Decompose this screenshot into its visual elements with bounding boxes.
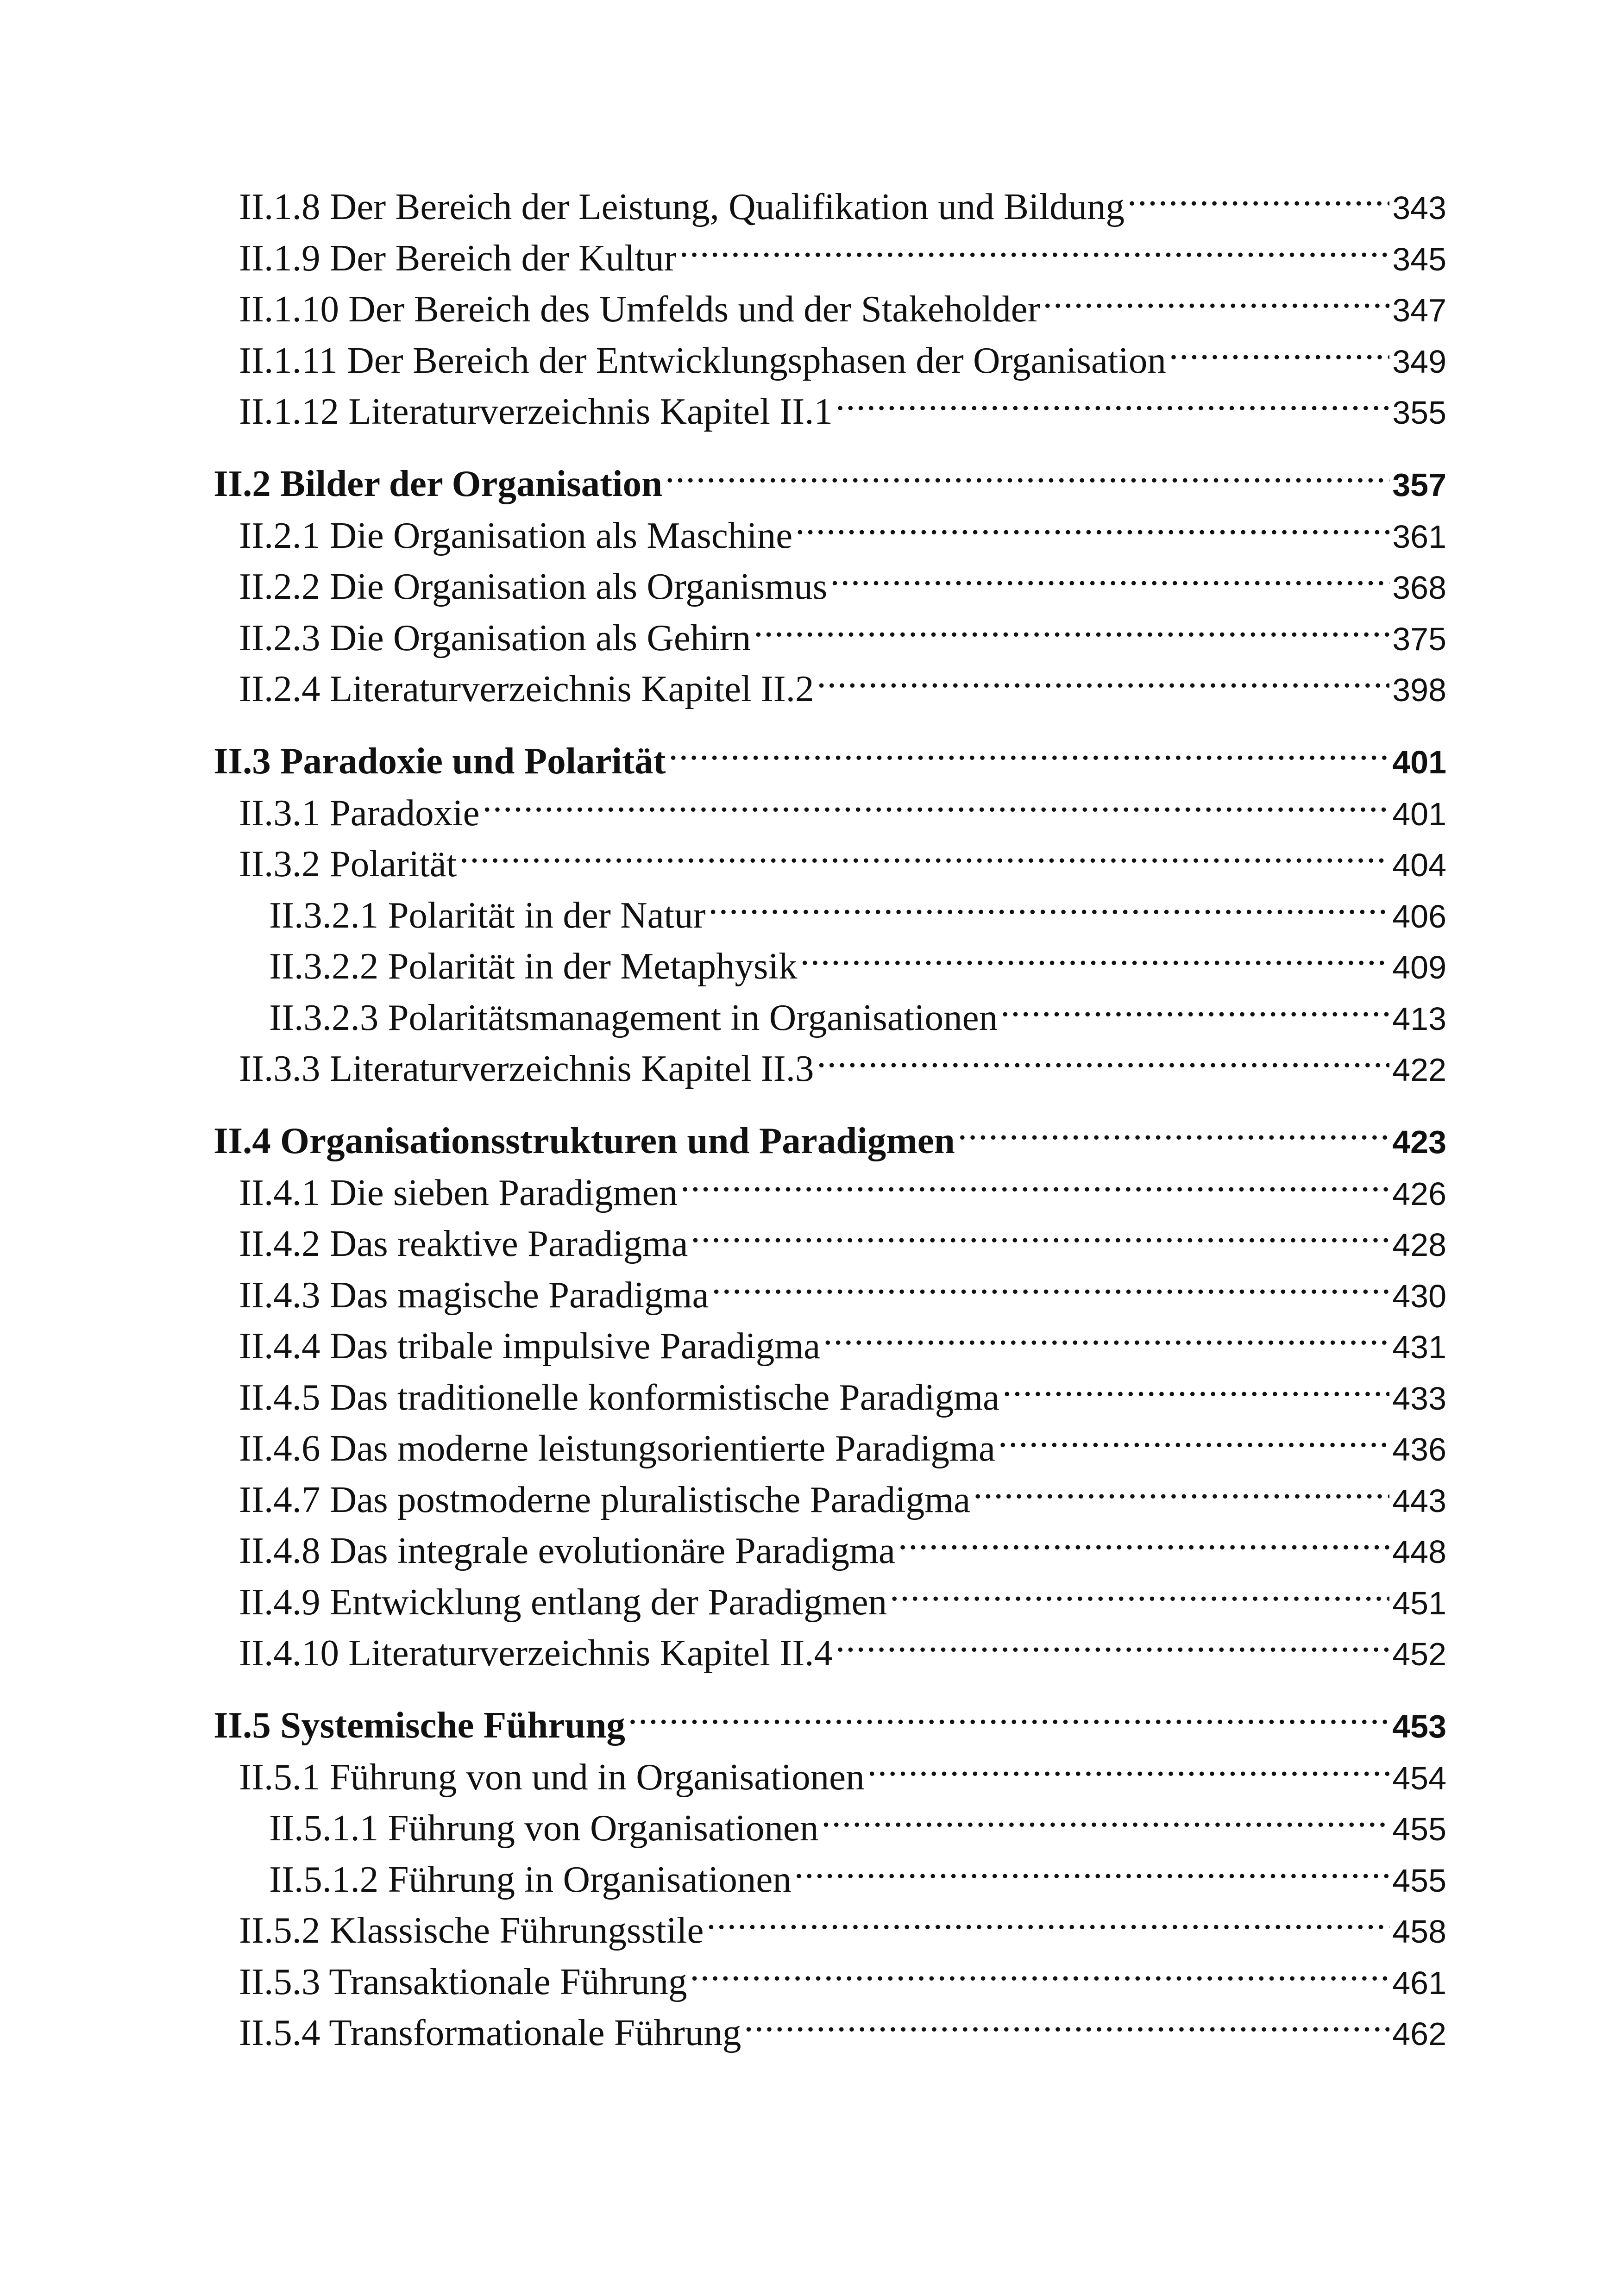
- toc-page-number: 461: [1392, 1964, 1446, 2001]
- toc-entry-sub[interactable]: [214, 182, 1446, 233]
- table-of-contents: [214, 182, 1446, 2080]
- toc-entry-title: II.4.2 Das reaktive Paradigma: [239, 1223, 688, 1264]
- dot-leader: [817, 1043, 1389, 1081]
- toc-entry-sub[interactable]: [214, 788, 1446, 839]
- toc-section-heading[interactable]: [214, 1700, 1446, 1752]
- toc-entry-title: II.5 Systemische Führung: [214, 1704, 625, 1746]
- dot-leader: [821, 1803, 1389, 1840]
- toc-entry-sub[interactable]: [214, 335, 1446, 387]
- dot-leader: [836, 386, 1389, 424]
- toc-entry-subsub[interactable]: [214, 941, 1446, 992]
- toc-entry-title: II.3.2.1 Polarität in der Natur: [269, 894, 706, 936]
- toc-entry-title: II.3 Paradoxie und Polarität: [214, 740, 666, 782]
- dot-leader: [794, 1854, 1389, 1892]
- toc-entry-title: II.5.1.1 Führung von Organisationen: [269, 1807, 819, 1849]
- dot-leader: [1127, 182, 1389, 219]
- toc-entry-sub[interactable]: [214, 1167, 1446, 1219]
- toc-page-number: 453: [1392, 1708, 1446, 1744]
- dot-leader: [1002, 1372, 1389, 1410]
- toc-entry-subsub[interactable]: [214, 1803, 1446, 1854]
- toc-page-number: 355: [1392, 395, 1446, 431]
- toc-entry-title: II.3.3 Literaturverzeichnis Kapitel II.3: [239, 1048, 814, 1089]
- toc-entry-sub[interactable]: [214, 1423, 1446, 1474]
- toc-entry-title: II.4 Organisationsstrukturen und Paradigmen: [214, 1119, 955, 1161]
- toc-entry-sub[interactable]: [214, 1957, 1446, 2008]
- toc-section: [214, 1700, 1446, 2059]
- toc-section-heading[interactable]: [214, 458, 1446, 510]
- toc-entry-subsub[interactable]: [214, 1854, 1446, 1906]
- toc-page-number: 462: [1392, 2016, 1446, 2052]
- toc-entry-title: II.4.7 Das postmoderne pluralistische Paradigma: [239, 1478, 971, 1520]
- toc-page-number: 428: [1392, 1227, 1446, 1263]
- toc-page-number: 401: [1392, 796, 1446, 832]
- dot-leader: [680, 1167, 1389, 1205]
- toc-section: [214, 736, 1446, 1095]
- toc-page-number: 406: [1392, 898, 1446, 935]
- toc-page-number: 455: [1392, 1811, 1446, 1847]
- toc-entry-title: II.2.2 Die Organisation als Organismus: [239, 565, 828, 607]
- toc-page-number: 443: [1392, 1482, 1446, 1519]
- toc-entry-title: II.5.3 Transaktionale Führung: [239, 1960, 687, 2002]
- toc-entry-sub[interactable]: [214, 386, 1446, 438]
- toc-page-number: 347: [1392, 292, 1446, 328]
- toc-page-number: 454: [1392, 1760, 1446, 1796]
- toc-entry-sub[interactable]: [214, 2007, 1446, 2059]
- toc-page-number: 423: [1392, 1123, 1446, 1160]
- toc-section: [214, 182, 1446, 438]
- toc-entry-title: II.1.9 Der Bereich der Kultur: [239, 237, 677, 279]
- toc-page-number: 345: [1392, 241, 1446, 277]
- toc-entry-title: II.5.1.2 Führung in Organisationen: [269, 1858, 792, 1900]
- toc-entry-title: II.4.6 Das moderne leistungsorientierte Paradigma: [239, 1427, 996, 1469]
- toc-entry-title: II.5.2 Klassische Führungsstile: [239, 1909, 704, 1951]
- toc-entry-title: II.2.3 Die Organisation als Gehirn: [239, 616, 751, 659]
- toc-entry-sub[interactable]: [214, 1577, 1446, 1628]
- dot-leader: [690, 1957, 1389, 1994]
- dot-leader: [823, 1321, 1389, 1358]
- toc-entry-sub[interactable]: [214, 284, 1446, 335]
- dot-leader: [669, 736, 1390, 773]
- dot-leader: [709, 890, 1390, 928]
- dot-leader: [711, 1270, 1389, 1307]
- dot-leader: [706, 1905, 1389, 1943]
- toc-entry-title: II.2 Bilder der Organisation: [214, 462, 663, 504]
- toc-page-number: 433: [1392, 1380, 1446, 1417]
- toc-section-heading[interactable]: [214, 1116, 1446, 1167]
- dot-leader: [1169, 335, 1389, 373]
- toc-entry-title: II.2.1 Die Organisation als Maschine: [239, 514, 793, 556]
- dot-leader: [1043, 284, 1389, 321]
- dot-leader: [1000, 992, 1389, 1030]
- toc-page-number: 398: [1392, 672, 1446, 708]
- toc-entry-title: II.4.4 Das tribale impulsive Paradigma: [239, 1325, 821, 1367]
- toc-entry-title: II.3.2.2 Polarität in der Metaphysik: [269, 945, 798, 987]
- toc-entry-title: II.5.4 Transformationale Führung: [239, 2012, 741, 2053]
- toc-entry-sub[interactable]: [214, 1270, 1446, 1321]
- toc-entry-title: II.3.1 Paradoxie: [239, 791, 480, 834]
- toc-entry-title: II.4.8 Das integrale evolutionäre Paradigma: [239, 1530, 895, 1571]
- toc-entry-sub[interactable]: [214, 1474, 1446, 1526]
- toc-section: [214, 1116, 1446, 1679]
- dot-leader: [628, 1700, 1389, 1738]
- toc-entry-title: II.3.2 Polarität: [239, 843, 457, 885]
- toc-page-number: 413: [1392, 1000, 1446, 1037]
- toc-page-number: 409: [1392, 949, 1446, 985]
- toc-entry-title: II.4.3 Das magische Paradigma: [239, 1273, 709, 1316]
- toc-page-number: 343: [1392, 190, 1446, 226]
- toc-page-number: 452: [1392, 1636, 1446, 1672]
- toc-page-number: 451: [1392, 1585, 1446, 1621]
- toc-page-number: 368: [1392, 570, 1446, 606]
- toc-page-number: 361: [1392, 518, 1446, 555]
- toc-entry-sub[interactable]: [214, 1628, 1446, 1679]
- toc-entry-title: II.4.5 Das traditionelle konformistische Paradigma: [239, 1376, 1000, 1418]
- toc-page-number: 357: [1392, 466, 1446, 503]
- dot-leader: [665, 458, 1389, 496]
- toc-page-number: 448: [1392, 1534, 1446, 1570]
- dot-leader: [973, 1474, 1389, 1512]
- toc-entry-title: II.1.11 Der Bereich der Entwicklungsphasen der Organisation: [239, 339, 1166, 381]
- toc-page-number: 455: [1392, 1862, 1446, 1899]
- dot-leader: [744, 2007, 1389, 2045]
- toc-entry-title: II.1.12 Literaturverzeichnis Kapitel II.1: [239, 390, 833, 432]
- toc-page-number: 404: [1392, 847, 1446, 883]
- toc-entry-sub[interactable]: [214, 561, 1446, 613]
- dot-leader: [830, 561, 1389, 599]
- toc-entry-sub[interactable]: [214, 839, 1446, 890]
- toc-page-number: 426: [1392, 1175, 1446, 1212]
- toc-page-number: 401: [1392, 744, 1446, 780]
- toc-entry-title: II.1.8 Der Bereich der Leistung, Qualifikation und Bildung: [239, 186, 1125, 227]
- toc-entry-sub[interactable]: [214, 1321, 1446, 1372]
- toc-entry-sub[interactable]: [214, 664, 1446, 715]
- toc-entry-sub[interactable]: [214, 1043, 1446, 1095]
- dot-leader: [898, 1525, 1389, 1563]
- toc-entry-title: II.4.1 Die sieben Paradigmen: [239, 1171, 678, 1213]
- dot-leader: [836, 1628, 1389, 1665]
- toc-entry-sub[interactable]: [214, 1218, 1446, 1270]
- toc-entry-title: II.1.10 Der Bereich des Umfelds und der Stakeholder: [239, 288, 1040, 330]
- toc-entry-title: II.5.1 Führung von und in Organisationen: [239, 1756, 865, 1798]
- toc-page-number: 430: [1392, 1278, 1446, 1314]
- toc-section: [214, 458, 1446, 715]
- dot-leader: [998, 1423, 1389, 1461]
- toc-entry-sub[interactable]: [214, 1752, 1446, 1803]
- dot-leader: [958, 1116, 1389, 1153]
- toc-entry-title: II.3.2.3 Polaritätsmanagement in Organisationen: [269, 996, 998, 1038]
- dot-leader: [459, 839, 1389, 876]
- toc-entry-title: II.4.9 Entwicklung entlang der Paradigmen: [239, 1581, 887, 1623]
- toc-section-heading[interactable]: [214, 736, 1446, 788]
- toc-entry-sub[interactable]: [214, 233, 1446, 284]
- dot-leader: [691, 1218, 1389, 1256]
- toc-entry-sub[interactable]: [214, 510, 1446, 562]
- toc-page-number: 436: [1392, 1431, 1446, 1468]
- toc-entry-sub[interactable]: [214, 1372, 1446, 1424]
- toc-entry-subsub[interactable]: [214, 992, 1446, 1044]
- dot-leader: [800, 941, 1390, 979]
- dot-leader: [867, 1752, 1390, 1789]
- dot-leader: [795, 510, 1389, 548]
- toc-page-number: 458: [1392, 1913, 1446, 1950]
- toc-page-number: 431: [1392, 1329, 1446, 1365]
- toc-page-number: 422: [1392, 1052, 1446, 1088]
- toc-entry-title: II.2.4 Literaturverzeichnis Kapitel II.2: [239, 668, 814, 709]
- toc-entry-sub[interactable]: [214, 1905, 1446, 1957]
- toc-entry-subsub[interactable]: [214, 890, 1446, 941]
- toc-entry-title: II.4.10 Literaturverzeichnis Kapitel II.4: [239, 1632, 833, 1674]
- dot-leader: [679, 233, 1390, 270]
- dot-leader: [890, 1577, 1389, 1614]
- toc-entry-sub[interactable]: [214, 613, 1446, 664]
- toc-entry-sub[interactable]: [214, 1525, 1446, 1577]
- toc-page-number: 349: [1392, 343, 1446, 380]
- toc-page-number: 375: [1392, 621, 1446, 657]
- dot-leader: [483, 788, 1390, 825]
- dot-leader: [754, 613, 1389, 650]
- dot-leader: [817, 664, 1389, 701]
